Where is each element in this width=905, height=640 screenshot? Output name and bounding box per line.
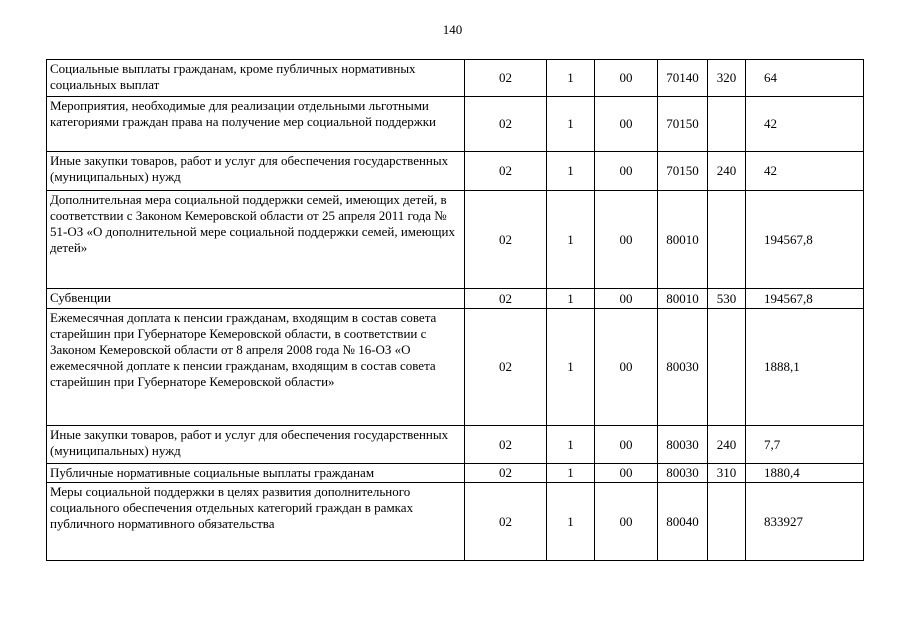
table-row	[47, 309, 864, 426]
expense-type-code	[708, 309, 746, 426]
article-code: 70150	[658, 97, 708, 152]
row-name: Иные закупки товаров, работ и услуг для обеспечения государственных (муниципальных) нужд	[47, 426, 465, 464]
section-code: 02	[465, 97, 547, 152]
amount-cell: 1880,4	[746, 464, 864, 483]
section-code: 02	[465, 483, 547, 561]
expense-type-code	[708, 191, 746, 289]
expense-type-code	[708, 483, 746, 561]
article-code: 70140	[658, 60, 708, 97]
budget-table	[46, 59, 864, 561]
table-row	[47, 60, 864, 97]
subprogram-code: 00	[595, 464, 658, 483]
article-code: 80030	[658, 426, 708, 464]
section-code: 02	[465, 152, 547, 191]
article-code: 80030	[658, 309, 708, 426]
article-code: 80040	[658, 483, 708, 561]
row-name: Дополнительная мера социальной поддержки семей, имеющих детей, в соответствии с Законом Кемеровской области от 25 апреля 2011 года № 51-ОЗ «О дополнительной мере социальной поддержки семей, имеющих детей»	[47, 191, 465, 289]
program-code: 1	[547, 426, 595, 464]
table-row	[47, 191, 864, 289]
row-name: Меры социальной поддержки в целях развития дополнительного социального обеспечения отдельных категорий граждан в рамках публичного нормативного обязательства	[47, 483, 465, 561]
subprogram-code: 00	[595, 289, 658, 309]
subprogram-code: 00	[595, 152, 658, 191]
expense-type-code: 240	[708, 426, 746, 464]
subprogram-code: 00	[595, 309, 658, 426]
table-row	[47, 464, 864, 483]
amount-cell: 64	[746, 60, 864, 97]
article-code: 70150	[658, 152, 708, 191]
amount-cell: 42	[746, 97, 864, 152]
table-row	[47, 483, 864, 561]
row-name: Ежемесячная доплата к пенсии гражданам, входящим в состав совета старейшин при Губернаторе Кемеровской области, в соответствии с Законом Кемеровской области от 8 апреля 2008 года № 16-ОЗ «О ежемесячной доплате к пенсии гражданам, входящим в состав совета старейшин при Губернаторе Кемеровской области»	[47, 309, 465, 426]
section-code: 02	[465, 289, 547, 309]
amount-cell: 194567,8	[746, 289, 864, 309]
section-code: 02	[465, 309, 547, 426]
table-row	[47, 289, 864, 309]
table-row	[47, 97, 864, 152]
table-row	[47, 426, 864, 464]
expense-type-code: 240	[708, 152, 746, 191]
program-code: 1	[547, 152, 595, 191]
page-number: 140	[442, 22, 463, 37]
expense-type-code: 530	[708, 289, 746, 309]
amount-cell: 42	[746, 152, 864, 191]
subprogram-code: 00	[595, 426, 658, 464]
row-name: Публичные нормативные социальные выплаты гражданам	[47, 464, 465, 483]
row-name: Мероприятия, необходимые для реализации отдельными льготными категориями граждан права на получение мер социальной поддержки	[47, 97, 465, 152]
amount-cell: 7,7	[746, 426, 864, 464]
subprogram-code: 00	[595, 483, 658, 561]
row-name: Иные закупки товаров, работ и услуг для обеспечения государственных (муниципальных) нужд	[47, 152, 465, 191]
program-code: 1	[547, 97, 595, 152]
program-code: 1	[547, 483, 595, 561]
subprogram-code: 00	[595, 60, 658, 97]
article-code: 80030	[658, 464, 708, 483]
program-code: 1	[547, 464, 595, 483]
amount-cell: 194567,8	[746, 191, 864, 289]
table-row	[47, 152, 864, 191]
section-code: 02	[465, 464, 547, 483]
program-code: 1	[547, 191, 595, 289]
subprogram-code: 00	[595, 191, 658, 289]
row-name: Социальные выплаты гражданам, кроме публичных нормативных социальных выплат	[47, 60, 465, 97]
program-code: 1	[547, 60, 595, 97]
section-code: 02	[465, 426, 547, 464]
article-code: 80010	[658, 191, 708, 289]
amount-cell: 833927	[746, 483, 864, 561]
subprogram-code: 00	[595, 97, 658, 152]
expense-type-code: 310	[708, 464, 746, 483]
article-code: 80010	[658, 289, 708, 309]
row-name: Субвенции	[47, 289, 465, 309]
amount-cell: 1888,1	[746, 309, 864, 426]
expense-type-code: 320	[708, 60, 746, 97]
section-code: 02	[465, 60, 547, 97]
program-code: 1	[547, 309, 595, 426]
program-code: 1	[547, 289, 595, 309]
expense-type-code	[708, 97, 746, 152]
section-code: 02	[465, 191, 547, 289]
